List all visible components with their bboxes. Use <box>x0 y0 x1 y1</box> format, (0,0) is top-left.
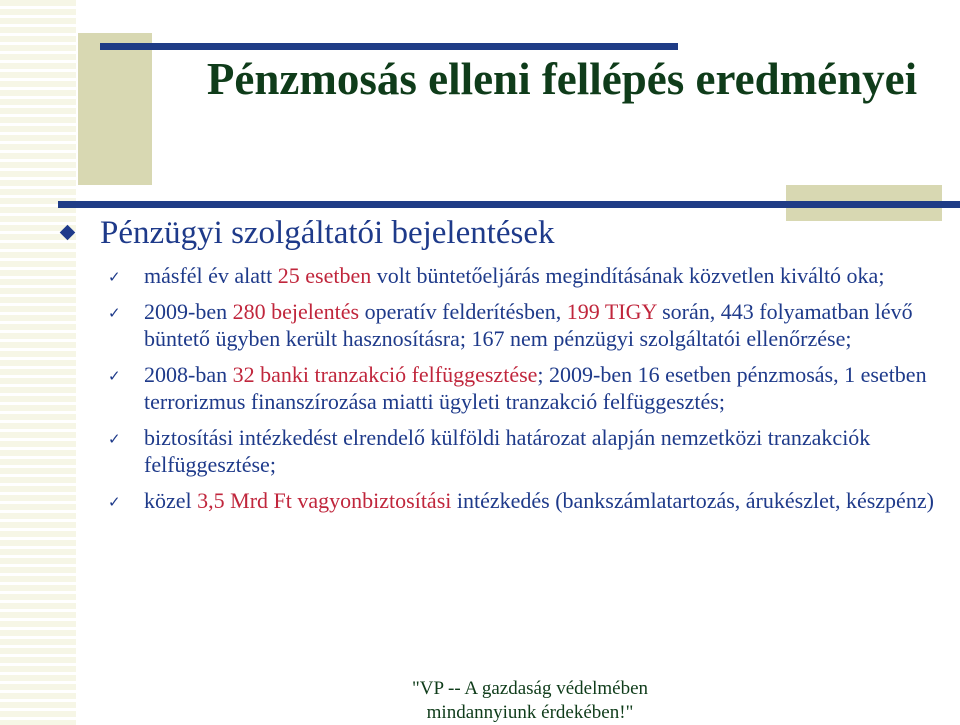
bullet-highlight-text: 280 bejelentés <box>232 299 360 324</box>
bullet-item <box>100 424 940 478</box>
bullet-item <box>100 487 940 514</box>
check-icon: ✓ <box>108 268 121 286</box>
left-stripe-decoration <box>0 0 76 725</box>
section-heading: Pénzügyi szolgáltatói bejelentések <box>100 215 555 251</box>
bullet-highlight-text: 3,5 Mrd Ft vagyonbiztosítási <box>197 488 452 513</box>
bullet-text: 2009-ben <box>144 299 233 324</box>
top-divider-rule <box>100 43 678 50</box>
bullet-highlight-text: 25 esetben <box>277 263 372 288</box>
footer-line-2: mindannyiunk érdekében!" <box>426 702 634 723</box>
bullet-text: ; 2009-ben 16 esetben pénzmosás, 1 esetben terrorizmus finanszírozása miatti ügyleti tranzakció felfüggesztés; <box>144 362 927 414</box>
check-icon: ✓ <box>108 304 121 322</box>
bullet-list <box>100 262 940 523</box>
tan-decoration-block-left <box>78 33 152 185</box>
bullet-text: közel <box>144 488 198 513</box>
bullet-item <box>100 298 940 352</box>
bullet-highlight-text: 199 TIGY <box>566 299 657 324</box>
bullet-text: intézkedés (bankszámlatartozás, árukészlet, készpénz) <box>451 488 934 513</box>
bullet-text: operatív felderítésben, <box>359 299 567 324</box>
bullet-highlight-text: 32 banki tranzakció felfüggesztése <box>232 362 538 387</box>
check-icon: ✓ <box>108 367 121 385</box>
bullet-text: biztosítási intézkedést elrendelő külföldi határozat alapján nemzetközi tranzakciók felfüggesztése; <box>144 425 871 477</box>
bullet-item <box>100 361 940 415</box>
check-icon: ✓ <box>108 430 121 448</box>
footer-line-1: "VP -- A gazdaság védelmében <box>411 678 649 699</box>
bullet-text: során, 443 folyamatban lévő büntető ügyben került hasznosításra; 167 nem pénzügyi szolgáltatói ellenőrzése; <box>144 299 913 351</box>
middle-divider-rule <box>58 201 960 208</box>
bullet-text: volt büntetőeljárás megindításának közvetlen kiváltó oka; <box>371 263 885 288</box>
bullet-text: másfél év alatt <box>144 263 278 288</box>
bullet-item <box>100 262 940 289</box>
slide-title: Pénzmosás elleni fellépés eredményei <box>206 54 918 104</box>
check-icon: ✓ <box>108 493 121 511</box>
bullet-text: 2008-ban <box>144 362 233 387</box>
footer-quote <box>330 677 730 725</box>
